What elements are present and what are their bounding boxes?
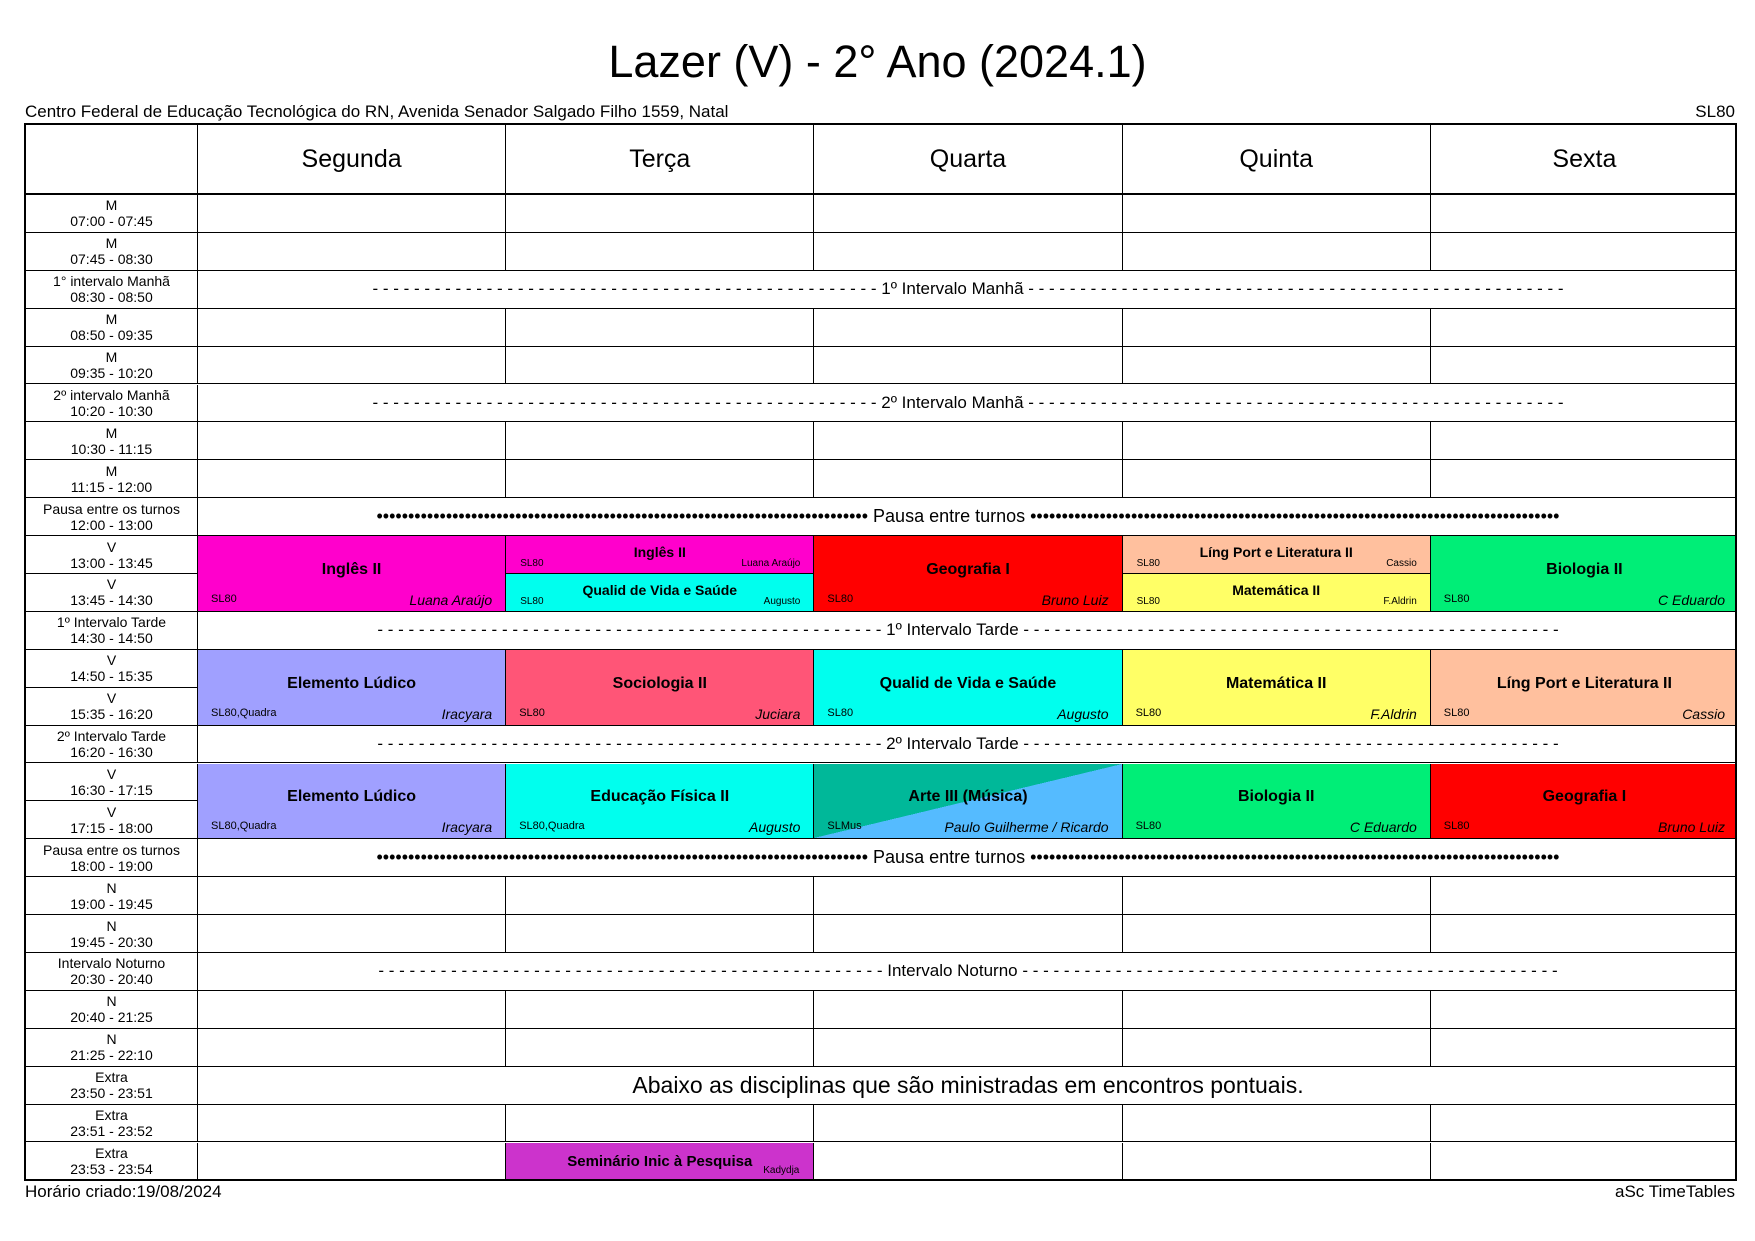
period-label [26, 953, 198, 991]
lesson-room: SL80 [1136, 596, 1160, 607]
lesson-teacher: Cassio [1682, 705, 1725, 722]
interval-band: - - - - - - - - - - - - - - - - - - - - - - - - - - - - - - - - - - - - - - - - - - - - - - - - - 1º Intervalo Manhã - - - - - - - - - - - - - - - - - - - - - - - - - - - - - - - - - - - - - - - - - - - - - - - - - - - - [198, 271, 1737, 309]
period-label [26, 1143, 198, 1181]
period-label [26, 385, 198, 423]
interval-band: Abaixo as disciplinas que são ministradas em encontros pontuais. [198, 1067, 1737, 1105]
lesson-teacher: Augusto [763, 596, 801, 607]
lesson-teacher: Cassio [1386, 558, 1417, 570]
period-name: N [106, 1031, 117, 1048]
period-label [26, 726, 198, 764]
period-label [26, 801, 198, 839]
period-time: 16:30 - 17:15 [70, 781, 153, 798]
period-time: 19:00 - 19:45 [70, 895, 153, 912]
empty-slot [198, 460, 506, 498]
lesson-subject: Qualid de Vida e Saúde [879, 674, 1057, 692]
lesson-subject: Inglês II [633, 544, 686, 561]
lesson-card[interactable] [814, 536, 1122, 612]
empty-slot [506, 991, 814, 1029]
period-name: V [106, 765, 117, 782]
empty-slot [814, 1029, 1122, 1067]
empty-slot [814, 1105, 1122, 1143]
empty-slot [1431, 347, 1737, 385]
period-time: 18:00 - 19:00 [70, 857, 153, 874]
empty-slot [506, 877, 814, 915]
empty-slot [506, 1105, 814, 1143]
lesson-teacher: Bruno Luiz [1041, 591, 1109, 608]
lesson-teacher: Iracyara [441, 705, 493, 722]
day-header-1: Terça [506, 125, 814, 195]
lesson-card[interactable] [1431, 764, 1737, 840]
empty-slot [1123, 422, 1431, 460]
timetable-title: Lazer (V) - 2° Ano (2024.1) [608, 36, 1147, 87]
interval-band: - - - - - - - - - - - - - - - - - - - - - - - - - - - - - - - - - - - - - - - - - - - - - - - - - 2º Intervalo Manhã - - - - - - - - - - - - - - - - - - - - - - - - - - - - - - - - - - - - - - - - - - - - - - - - - - - - [198, 385, 1737, 423]
empty-slot [1431, 1105, 1737, 1143]
period-time: 17:15 - 18:00 [70, 819, 153, 836]
period-time: 19:45 - 20:30 [70, 933, 153, 950]
lesson-room: SL80 [1135, 706, 1162, 719]
period-label [26, 347, 198, 385]
day-header-4: Sexta [1431, 125, 1737, 195]
period-time: 12:00 - 13:00 [70, 516, 153, 533]
period-name: N [106, 879, 117, 896]
period-label [26, 422, 198, 460]
period-time: 16:20 - 16:30 [70, 744, 153, 761]
period-name: M [105, 197, 118, 214]
period-name: M [105, 311, 118, 328]
lesson-teacher: Paulo Guilherme / Ricardo [944, 819, 1109, 836]
period-name: N [106, 993, 117, 1010]
empty-slot [198, 422, 506, 460]
period-time: 23:53 - 23:54 [70, 1160, 153, 1177]
interval-band: - - - - - - - - - - - - - - - - - - - - - - - - - - - - - - - - - - - - - - - - - - - - - - - - - Intervalo Noturno - - - - - - - - - - - - - - - - - - - - - - - - - - - - - - - - - - - - - - - - - - - - - - - - - - - - [198, 953, 1737, 991]
lesson-card[interactable] [506, 650, 814, 726]
empty-slot [198, 1105, 506, 1143]
lesson-card[interactable] [198, 536, 506, 612]
period-name: V [106, 803, 117, 820]
day-header-2: Quarta [814, 125, 1122, 195]
period-name: 1° intervalo Manhã [53, 273, 170, 290]
interval-band: - - - - - - - - - - - - - - - - - - - - - - - - - - - - - - - - - - - - - - - - - - - - - - - - - 1º Intervalo Tarde - - - - - - - - - - - - - - - - - - - - - - - - - - - - - - - - - - - - - - - - - - - - - - - - - - - - [198, 612, 1737, 650]
empty-slot [1123, 915, 1431, 953]
lesson-teacher: C Eduardo [1658, 591, 1725, 608]
empty-slot [814, 422, 1122, 460]
day-header-0: Segunda [198, 125, 506, 195]
empty-slot [198, 309, 506, 347]
lesson-card[interactable] [1123, 574, 1431, 612]
empty-slot [506, 1029, 814, 1067]
lesson-teacher: Bruno Luiz [1658, 819, 1725, 836]
lesson-subject: Líng Port e Literatura II [1199, 544, 1353, 561]
lesson-subject: Inglês II [321, 560, 382, 578]
empty-slot [1123, 1029, 1431, 1067]
empty-slot [1431, 422, 1737, 460]
lesson-teacher: Augusto [749, 819, 801, 836]
empty-slot [1431, 309, 1737, 347]
lesson-room: SL80 [827, 592, 854, 605]
lesson-room: SL80 [519, 706, 545, 719]
period-name: Extra [95, 1107, 128, 1124]
lesson-teacher: Luana Araújo [741, 558, 801, 570]
lesson-room: SL80 [1443, 820, 1470, 833]
period-label [26, 764, 198, 802]
lesson-card[interactable] [506, 1143, 814, 1181]
period-name: N [106, 917, 117, 934]
lesson-subject: Geografia I [1542, 788, 1627, 806]
empty-slot [814, 915, 1122, 953]
lesson-subject: Matemática II [1232, 582, 1321, 598]
period-name: 1º Intervalo Tarde [56, 614, 167, 631]
period-label [26, 991, 198, 1029]
empty-slot [1123, 309, 1431, 347]
empty-slot [814, 1143, 1122, 1181]
lesson-teacher: Iracyara [441, 819, 493, 836]
period-time: 09:35 - 10:20 [70, 365, 153, 382]
period-label [26, 650, 198, 688]
period-time: 15:35 - 16:20 [70, 706, 153, 723]
timetable-grid [24, 123, 1737, 1181]
empty-slot [1123, 460, 1431, 498]
room-code: SL80 [1695, 102, 1735, 121]
period-name: M [105, 349, 118, 366]
empty-slot [1123, 1105, 1431, 1143]
period-time: 23:51 - 23:52 [70, 1123, 153, 1140]
empty-slot [506, 309, 814, 347]
empty-slot [506, 460, 814, 498]
lesson-subject: Biologia II [1546, 560, 1623, 578]
lesson-room: SL80 [1136, 558, 1160, 570]
school-address: Centro Federal de Educação Tecnológica do RN, Avenida Senador Salgado Filho 1559, Natal [25, 102, 729, 121]
empty-slot [1123, 195, 1431, 233]
period-time: 14:50 - 15:35 [70, 668, 153, 685]
period-name: Pausa entre os turnos [43, 841, 180, 858]
period-label [26, 309, 198, 347]
corner-cell [26, 125, 198, 195]
lesson-card[interactable] [1123, 536, 1431, 574]
lesson-card[interactable] [814, 650, 1122, 726]
period-label [26, 195, 198, 233]
empty-slot [814, 460, 1122, 498]
period-label [26, 688, 198, 726]
period-time: 14:30 - 14:50 [70, 630, 153, 647]
period-time: 08:30 - 08:50 [70, 289, 153, 306]
period-label [26, 839, 198, 877]
lesson-subject: Líng Port e Literatura II [1496, 674, 1672, 692]
lesson-subject: Biologia II [1237, 788, 1315, 806]
period-time: 23:50 - 23:51 [70, 1085, 153, 1102]
empty-slot [1431, 195, 1737, 233]
empty-slot [506, 195, 814, 233]
period-name: V [106, 576, 117, 593]
period-name: M [105, 462, 118, 479]
period-time: 10:20 - 10:30 [70, 402, 153, 419]
lesson-teacher: Augusto [1057, 705, 1109, 722]
lesson-subject: Arte III (Música) [908, 788, 1028, 806]
lesson-teacher: C Eduardo [1349, 819, 1417, 836]
lesson-room: SL80 [520, 558, 544, 570]
software-credit: aSc TimeTables [1615, 1182, 1735, 1201]
empty-slot [814, 991, 1122, 1029]
empty-slot [198, 991, 506, 1029]
period-time: 21:25 - 22:10 [70, 1047, 153, 1064]
empty-slot [506, 422, 814, 460]
interval-band: - - - - - - - - - - - - - - - - - - - - - - - - - - - - - - - - - - - - - - - - - - - - - - - - - 2º Intervalo Tarde - - - - - - - - - - - - - - - - - - - - - - - - - - - - - - - - - - - - - - - - - - - - - - - - - - - - [198, 726, 1737, 764]
empty-slot [1123, 233, 1431, 271]
period-name: M [105, 424, 118, 441]
empty-slot [1123, 1143, 1431, 1181]
period-label [26, 271, 198, 309]
lesson-card[interactable] [1431, 536, 1737, 612]
empty-slot [198, 877, 506, 915]
period-label [26, 915, 198, 953]
empty-slot [814, 233, 1122, 271]
period-name: Extra [95, 1144, 128, 1161]
period-name: V [106, 652, 117, 669]
created-date: Horário criado:19/08/2024 [25, 1182, 222, 1201]
lesson-card[interactable] [198, 650, 506, 726]
lesson-teacher: F.Aldrin [1370, 705, 1417, 722]
period-time: 20:30 - 20:40 [70, 971, 153, 988]
empty-slot [1123, 877, 1431, 915]
period-name: Extra [95, 1069, 128, 1086]
empty-slot [1431, 991, 1737, 1029]
period-name: M [105, 235, 118, 252]
lesson-room: SL80 [1135, 820, 1162, 833]
lesson-subject: Matemática II [1225, 674, 1327, 692]
period-name: Pausa entre os turnos [43, 500, 180, 517]
period-label [26, 498, 198, 536]
lesson-room: SL80,Quadra [211, 706, 277, 719]
empty-slot [1431, 460, 1737, 498]
lesson-subject: Seminário Inic à Pesquisa [567, 1152, 753, 1170]
lesson-subject: Elemento Lúdico [287, 788, 417, 806]
lesson-room: SL80 [211, 592, 237, 605]
period-name: 2º intervalo Manhã [53, 386, 170, 403]
lesson-room: SL80 [1443, 706, 1470, 719]
period-label [26, 574, 198, 612]
interval-band: •••••••••••••••••••••••••••••••••••••••••••••••••••••••••••••••••••••••••••••• Pausa entre turnos •••••••••••••••••••••••••••••••••••••••••••••••••••••••••••••••••••••••••••••••••••• [198, 839, 1737, 877]
period-label [26, 612, 198, 650]
lesson-subject: Qualid de Vida e Saúde [582, 582, 738, 598]
lesson-card[interactable] [1123, 650, 1431, 726]
lesson-teacher: Luana Araújo [409, 591, 493, 608]
lesson-card[interactable] [198, 764, 506, 840]
empty-slot [814, 309, 1122, 347]
lesson-card[interactable] [1431, 650, 1737, 726]
lesson-room: SL80,Quadra [211, 820, 277, 833]
period-label [26, 1029, 198, 1067]
day-header-3: Quinta [1123, 125, 1431, 195]
empty-slot [1431, 877, 1737, 915]
empty-slot [506, 915, 814, 953]
empty-slot [198, 233, 506, 271]
lesson-card[interactable] [814, 764, 1122, 840]
empty-slot [506, 347, 814, 385]
period-name: Intervalo Noturno [57, 955, 166, 972]
period-label [26, 460, 198, 498]
lesson-card[interactable] [1123, 764, 1431, 840]
lesson-teacher: F.Aldrin [1383, 596, 1417, 607]
interval-band: •••••••••••••••••••••••••••••••••••••••••••••••••••••••••••••••••••••••••••••• Pausa entre turnos •••••••••••••••••••••••••••••••••••••••••••••••••••••••••••••••••••••••••••••••••••• [198, 498, 1737, 536]
period-time: 08:50 - 09:35 [70, 327, 153, 344]
empty-slot [198, 195, 506, 233]
empty-slot [198, 915, 506, 953]
empty-slot [1123, 347, 1431, 385]
empty-slot [1431, 915, 1737, 953]
period-label [26, 1067, 198, 1105]
period-label [26, 536, 198, 574]
lesson-room: SL80 [520, 596, 544, 607]
lesson-card[interactable] [506, 536, 814, 574]
period-time: 20:40 - 21:25 [70, 1009, 153, 1026]
lesson-card[interactable] [506, 764, 814, 840]
lesson-subject: Sociologia II [612, 674, 707, 692]
empty-slot [1431, 1029, 1737, 1067]
empty-slot [814, 347, 1122, 385]
lesson-subject: Elemento Lúdico [287, 674, 417, 692]
period-label [26, 877, 198, 915]
lesson-subject: Educação Física II [590, 788, 730, 806]
lesson-teacher: Kadydja [763, 1164, 800, 1176]
period-label [26, 1105, 198, 1143]
lesson-room: SL80 [827, 706, 854, 719]
empty-slot [198, 1143, 506, 1181]
empty-slot [1431, 233, 1737, 271]
lesson-room: SL80 [1443, 592, 1470, 605]
period-name: V [106, 538, 117, 555]
empty-slot [1123, 991, 1431, 1029]
empty-slot [198, 347, 506, 385]
period-name: V [106, 690, 117, 707]
lesson-subject: Geografia I [926, 560, 1010, 578]
lesson-teacher: Juciara [755, 705, 801, 722]
period-time: 07:45 - 08:30 [70, 251, 153, 268]
period-time: 13:00 - 13:45 [70, 554, 153, 571]
lesson-room: SLMus [827, 820, 862, 833]
empty-slot [814, 877, 1122, 915]
empty-slot [1431, 1143, 1737, 1181]
empty-slot [198, 1029, 506, 1067]
period-label [26, 233, 198, 271]
empty-slot [506, 233, 814, 271]
period-time: 11:15 - 12:00 [70, 478, 153, 495]
period-name: 2º Intervalo Tarde [56, 728, 167, 745]
period-time: 10:30 - 11:15 [70, 440, 153, 457]
period-time: 13:45 - 14:30 [70, 592, 153, 609]
lesson-room: SL80,Quadra [519, 820, 585, 833]
period-time: 07:00 - 07:45 [70, 213, 153, 230]
lesson-card[interactable] [506, 574, 814, 612]
empty-slot [814, 195, 1122, 233]
